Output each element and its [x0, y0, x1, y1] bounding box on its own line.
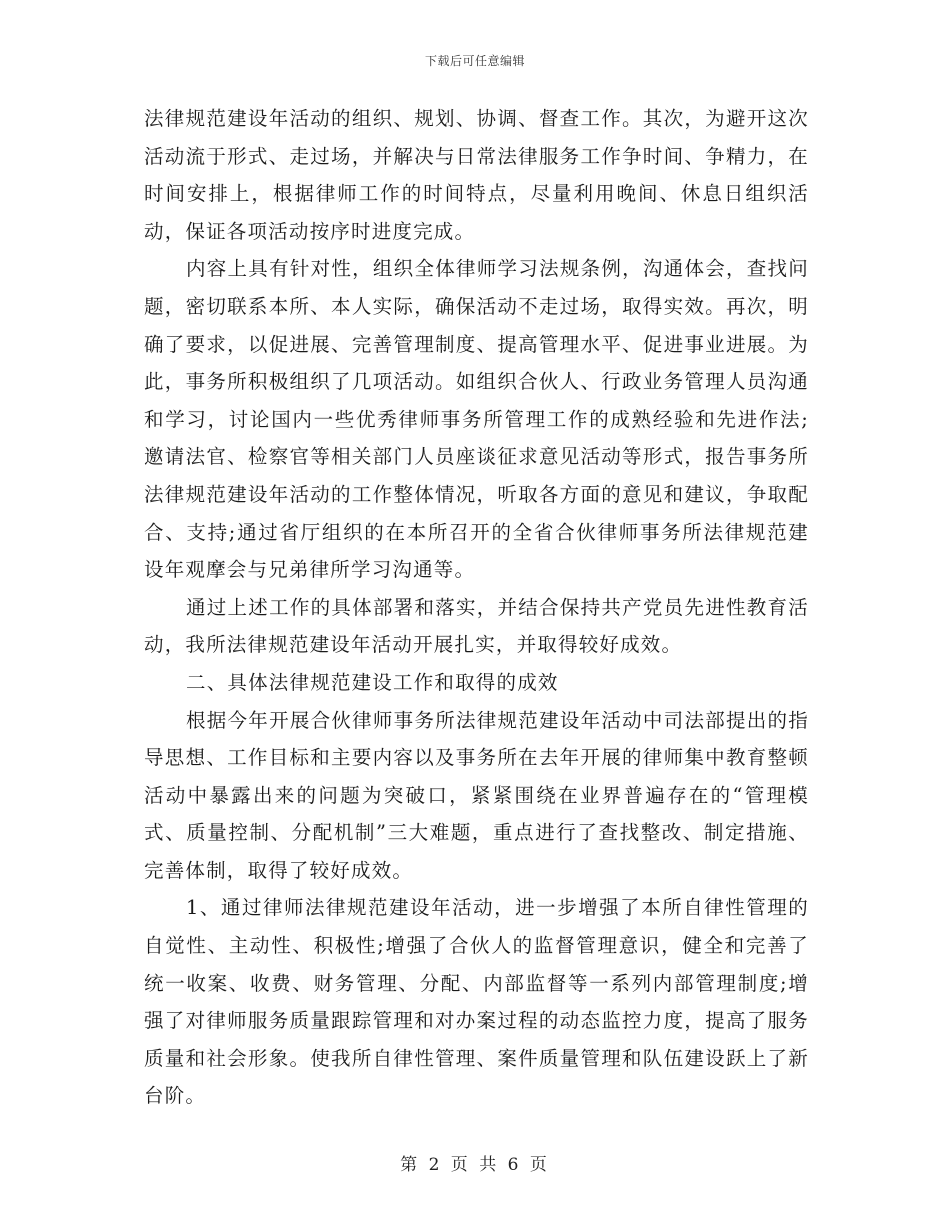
paragraph-5: 1、通过律师法律规范建设年活动，进一步增强了本所自律性管理的自觉性、主动性、积极性;增强了合伙人的监督管理意识，健全和完善了统一收案、收费、财务管理、分配、内部监督等一系列内部管理制度;增强了对律师服务质量跟踪管理和对办案过程的动态监控力度，提高了服务质量和社会形象。使我所自律性管理、案件质量管理和队伍建设跃上了新台阶。	[144, 896, 809, 1108]
paragraph-2: 内容上具有针对性，组织全体律师学习法规条例，沟通体会，查找问题，密切联系本所、本人实际，确保活动不走过场，取得实效。再次，明确了要求，以促进展、完善管理制度、提高管理水平、促进事业进展。为此，事务所积极组织了几项活动。如组织合伙人、行政业务管理人员沟通和学习，讨论国内一些优秀律师事务所管理工作的成熟经验和先进作法;邀请法官、检察官等相关部门人员座谈征求意见活动等形式，报告事务所法律规范建设年活动的工作整体情况，听取各方面的意见和建议，争取配合、支持;通过省厅组织的在本所召开的全省合伙律师事务所法律规范建设年观摩会与兄弟律所学习沟通等。	[144, 257, 809, 582]
document-body	[144, 100, 809, 1115]
section-heading: 二、具体法律规范建设工作和取得的成效	[186, 670, 559, 694]
page-number-footer: 第 2 页 共 6 页	[400, 1155, 550, 1175]
paragraph-3: 通过上述工作的具体部署和落实，并结合保持共产党员先进性教育活动，我所法律规范建设年活动开展扎实，并取得较好成效。	[144, 595, 809, 657]
page-header: 下载后可任意编辑	[424, 54, 525, 68]
paragraph-1: 法律规范建设年活动的组织、规划、协调、督查工作。其次，为避开这次活动流于形式、走过场，并解决与日常法律服务工作争时间、争精力，在时间安排上，根据律师工作的时间特点，尽量利用晚间、休息日组织活动，保证各项活动按序时进度完成。	[144, 107, 809, 243]
paragraph-4: 根据今年开展合伙律师事务所法律规范建设年活动中司法部提出的指导思想、工作目标和主要内容以及事务所在去年开展的律师集中教育整顿活动中暴露出来的问题为突破口，紧紧围绕在业界普遍存在的“管理模式、质量控制、分配机制”三大难题，重点进行了查找整改、制定措施、完善体制，取得了较好成效。	[144, 708, 809, 882]
